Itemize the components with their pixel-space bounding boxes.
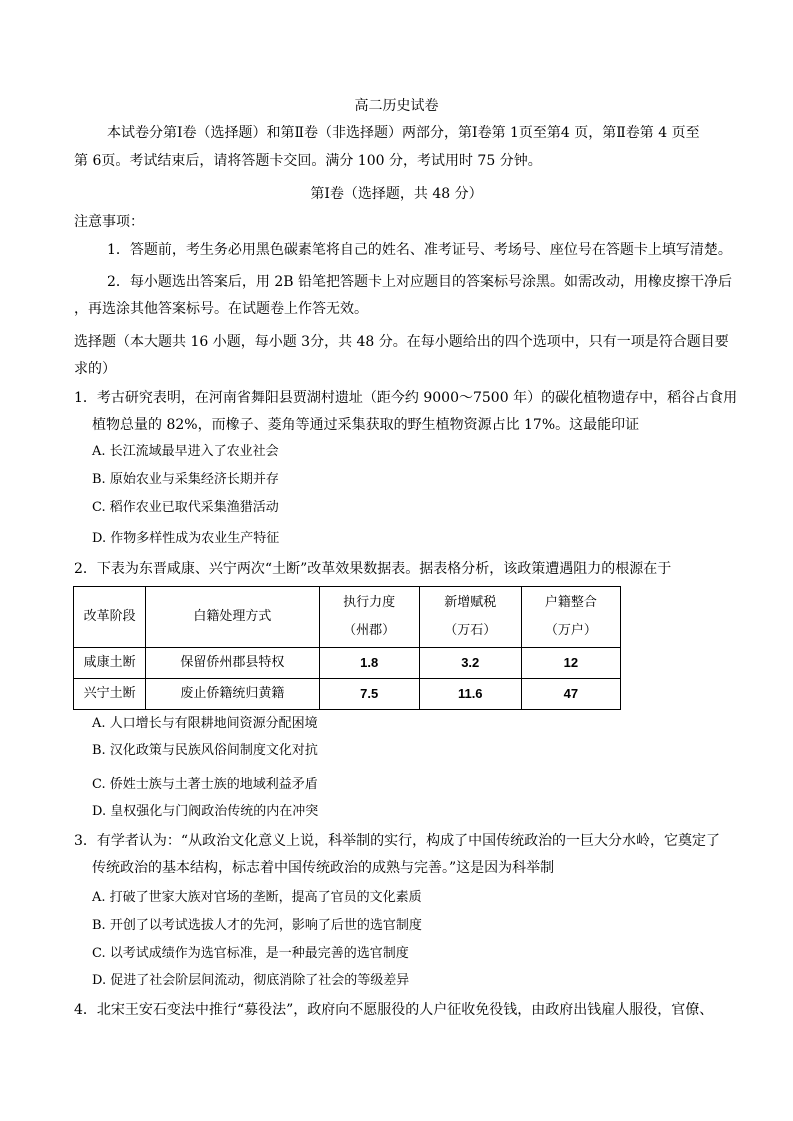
header-enforce (319, 587, 419, 648)
table-row (74, 648, 621, 679)
q2-data-table (73, 586, 621, 710)
header-stage: 改革阶段 (74, 587, 146, 648)
q3-stem-line-1: 3．有学者认为：“从政治文化意义上说，科举制的实行，构成了中国传统政治的一巨大分水岭，它奠定了 (74, 833, 721, 849)
q1-stem-line-1: 1．考古研究表明，在河南省舞阳县贾湖村遗址（距今约 9000～7500 年）的碳化植物遗存中，稻谷占食用 (74, 390, 738, 406)
q3-option-b: B. 开创了以考试选拔人才的先河，影响了后世的选官制度 (92, 918, 422, 933)
cell-method: 废止侨籍统归黄籍 (146, 679, 319, 710)
header-enforce-label: 执行力度 (343, 595, 396, 610)
notice-item-1: 1．答题前，考生务必用黑色碳素笔将自己的姓名、准考证号、考场号、座位号在答题卡上填写清楚。 (107, 242, 732, 258)
instructions-line-1: 选择题（本大题共 16 小题，每小题 3分，共 48 分。在每小题给出的四个选项中，只有一项是符合题目要 (74, 334, 729, 350)
cell-stage: 咸康土断 (74, 648, 146, 679)
header-enforce-unit: （州郡） (343, 623, 396, 638)
table-header-row (74, 587, 621, 648)
header-household-unit: （万户） (544, 623, 597, 638)
cell-household: 12 (521, 648, 620, 679)
intro-line-2: 第 6页。考试结束后，请将答题卡交回。满分 100 分，考试用时 75 分钟。 (74, 153, 542, 169)
instructions-line-2: 求的） (74, 361, 116, 377)
q2-option-c: C. 侨姓士族与土著士族的地域利益矛盾 (92, 777, 318, 792)
header-tax-label: 新增赋税 (444, 595, 497, 610)
q2-option-b: B. 汉化政策与民族风俗间制度文化对抗 (92, 743, 318, 758)
header-tax (419, 587, 521, 648)
section-title: 第Ⅰ卷（选择题，共 48 分） (310, 186, 483, 202)
q3-option-d: D. 促进了社会阶层间流动，彻底消除了社会的等级差异 (92, 973, 410, 988)
header-tax-unit: （万石） (444, 623, 497, 638)
cell-tax: 3.2 (419, 648, 521, 679)
q1-option-c: C. 稻作农业已取代采集渔猎活动 (92, 500, 279, 515)
q3-option-c: C. 以考试成绩作为选官标准，是一种最完善的选官制度 (92, 946, 409, 961)
intro-line-1: 本试卷分第Ⅰ卷（选择题）和第Ⅱ卷（非选择题）两部分，第Ⅰ卷第 1页至第4 页，第Ⅱ卷第 4 页至 (107, 125, 700, 141)
cell-enforce: 7.5 (319, 679, 419, 710)
q3-option-a: A. 打破了世家大族对官场的垄断，提高了官员的文化素质 (92, 890, 422, 905)
header-household-label: 户籍整合 (544, 595, 597, 610)
q1-option-d: D. 作物多样性成为农业生产特征 (92, 531, 280, 546)
cell-tax: 11.6 (419, 679, 521, 710)
cell-enforce: 1.8 (319, 648, 419, 679)
q2-option-d: D. 皇权强化与门阀政治传统的内在冲突 (92, 804, 319, 819)
header-household (521, 587, 620, 648)
q4-stem-line-1: 4．北宋王安石变法中推行“募役法”，政府向不愿服役的人户征收免役钱，由政府出钱雇人服役，官僚、 (74, 1002, 714, 1018)
cell-method: 保留侨州郡县特权 (146, 648, 319, 679)
cell-household: 47 (521, 679, 620, 710)
q1-option-b: B. 原始农业与采集经济长期并存 (92, 472, 279, 487)
q2-stem-line-1: 2．下表为东晋咸康、兴宁两次“土断”改革效果数据表。据表格分析，该政策遭遇阻力的根源在于 (74, 561, 672, 577)
q2-option-a: A. 人口增长与有限耕地间资源分配困境 (92, 716, 318, 731)
q3-stem-line-2: 传统政治的基本结构，标志着中国传统政治的成熟与完善。”这是因为科举制 (92, 860, 555, 876)
notice-item-2-line-1: 2．每小题选出答案后，用 2B 铅笔把答题卡上对应题目的答案标号涂黑。如需改动，用橡皮擦干净后 (107, 274, 733, 290)
cell-stage: 兴宁土断 (74, 679, 146, 710)
exam-title: 高二历史试卷 (354, 98, 439, 114)
header-method: 白籍处理方式 (146, 587, 319, 648)
q1-stem-line-2: 植物总量的 82%，而橡子、菱角等通过采集获取的野生植物资源占比 17%。这最能印证 (92, 417, 640, 433)
notice-item-2-line-2: ，再选涂其他答案标号。在试题卷上作答无效。 (74, 301, 368, 317)
table-row (74, 679, 621, 710)
notice-heading: 注意事项： (74, 214, 144, 230)
q1-option-a: A. 长江流域最早进入了农业社会 (92, 444, 279, 459)
